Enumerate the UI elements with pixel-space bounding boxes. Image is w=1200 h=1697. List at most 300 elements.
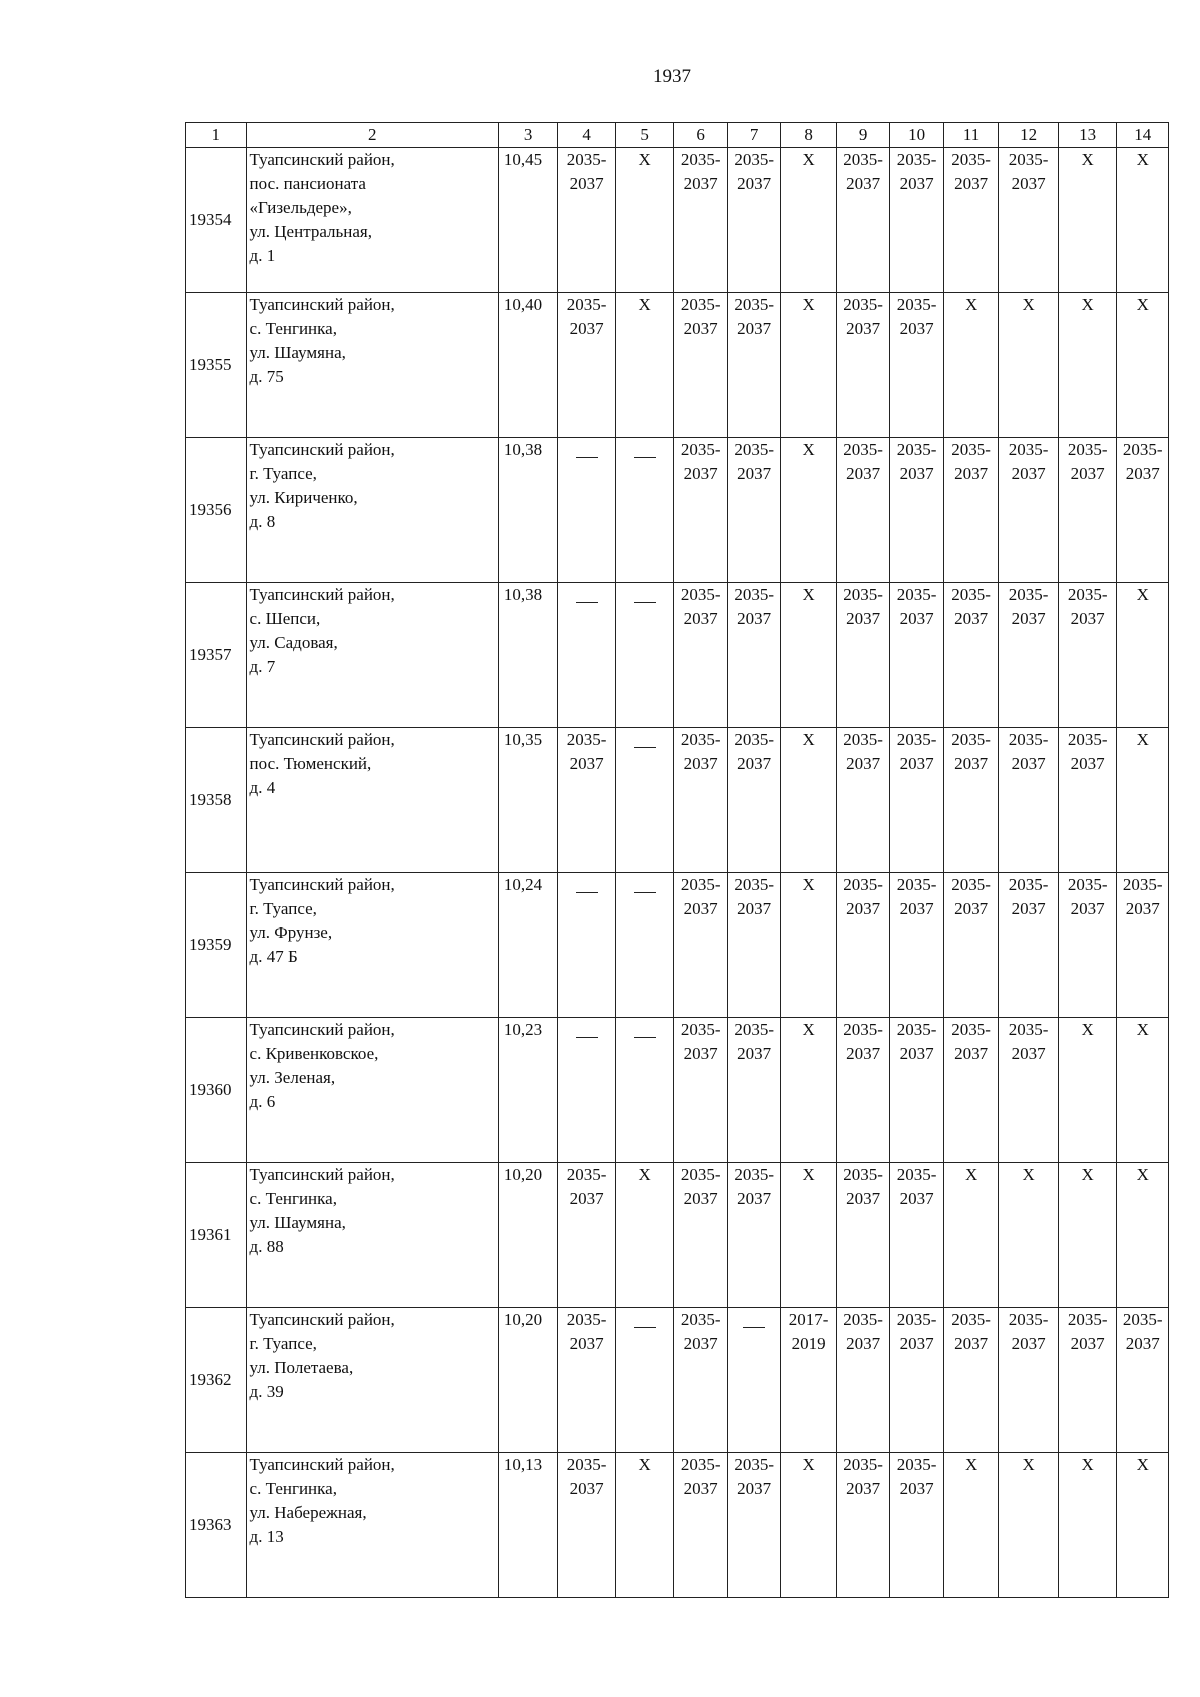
- year-part: 2037: [569, 1189, 604, 1208]
- header-row: [186, 123, 1169, 148]
- year-range-cell: [836, 1308, 889, 1453]
- column-header: 8: [781, 123, 837, 148]
- year-part: 2035-: [680, 730, 721, 749]
- year-part: 2035-: [843, 150, 883, 169]
- year-part: 2035-: [843, 1310, 883, 1329]
- address-line: д. 8: [249, 512, 276, 531]
- mark-cell: X: [781, 1163, 837, 1308]
- column-header: 7: [727, 123, 780, 148]
- mark-cell: X: [999, 1453, 1059, 1598]
- year-part: 2037: [1070, 754, 1105, 773]
- year-part: 2035-: [896, 295, 937, 314]
- address-line: ул. Кириченко,: [249, 488, 358, 507]
- year-part: 2037: [954, 609, 989, 628]
- year-part: 2035-: [951, 440, 991, 459]
- year-part: 2037: [899, 319, 934, 338]
- year-part: 2035-: [951, 1020, 991, 1039]
- year-part: 2037: [899, 1479, 934, 1498]
- value-cell: 10,40: [498, 293, 558, 438]
- year-part: 2037: [683, 754, 718, 773]
- record-number: 19363: [186, 1453, 247, 1598]
- address-line: д. 88: [249, 1237, 284, 1256]
- year-part: 2035-: [951, 150, 991, 169]
- year-range-cell: [1058, 728, 1117, 873]
- year-part: 2037: [737, 174, 772, 193]
- year-range-cell: [1117, 1308, 1169, 1453]
- year-part: 2037: [737, 1479, 772, 1498]
- year-part: 2035-: [566, 1310, 607, 1329]
- year-range-cell: [674, 438, 727, 583]
- address-cell: [246, 438, 498, 583]
- value-cell: 10,24: [498, 873, 558, 1018]
- year-part: 2037: [846, 319, 881, 338]
- year-part: 2037: [1011, 174, 1046, 193]
- mark-cell: X: [1058, 293, 1117, 438]
- mark-cell: X: [781, 438, 837, 583]
- year-part: 2037: [683, 609, 718, 628]
- address-line: д. 13: [249, 1527, 284, 1546]
- value-cell: 10,20: [498, 1163, 558, 1308]
- year-part: 2037: [683, 1189, 718, 1208]
- year-range-cell: [999, 438, 1059, 583]
- address-line: с. Тенгинка,: [249, 319, 337, 338]
- column-header: 14: [1117, 123, 1169, 148]
- year-part: 2037: [737, 609, 772, 628]
- year-part: 2035-: [1067, 585, 1108, 604]
- year-part: 2035-: [566, 150, 607, 169]
- address-line: ул. Зеленая,: [249, 1068, 336, 1087]
- year-range-cell: [943, 728, 999, 873]
- year-part: 2035-: [1008, 440, 1049, 459]
- address-line: г. Туапсе,: [249, 1334, 317, 1353]
- year-part: 2035-: [843, 295, 883, 314]
- year-range-cell: [999, 728, 1059, 873]
- year-part: 2037: [1070, 464, 1105, 483]
- year-part: 2037: [846, 609, 881, 628]
- year-part: 2037: [683, 174, 718, 193]
- year-part: 2035-: [680, 295, 721, 314]
- address-line: Туапсинский район,: [249, 1020, 395, 1039]
- dash-cell: [615, 1308, 674, 1453]
- year-part: 2037: [737, 1044, 772, 1063]
- value-cell: 10,23: [498, 1018, 558, 1163]
- dash-mark: [576, 892, 598, 893]
- year-range-cell: [836, 583, 889, 728]
- year-part: 2035-: [680, 585, 721, 604]
- mark-cell: X: [781, 293, 837, 438]
- address-line: д. 47 Б: [249, 947, 298, 966]
- year-part: 2037: [954, 174, 989, 193]
- year-part: 2037: [954, 464, 989, 483]
- year-part: 2037: [1125, 899, 1160, 918]
- year-range-cell: [890, 1453, 943, 1598]
- year-part: 2035-: [734, 1455, 774, 1474]
- dash-cell: [558, 1018, 616, 1163]
- year-part: 2035-: [1008, 1020, 1049, 1039]
- year-range-cell: [727, 1163, 780, 1308]
- year-part: 2037: [737, 754, 772, 773]
- address-line: с. Тенгинка,: [249, 1479, 337, 1498]
- mark-cell: X: [1117, 1163, 1169, 1308]
- year-part: 2037: [1011, 899, 1046, 918]
- year-range-cell: [890, 728, 943, 873]
- year-part: 2037: [1125, 464, 1160, 483]
- dash-cell: [558, 873, 616, 1018]
- year-part: 2037: [846, 754, 881, 773]
- dash-mark: [576, 1037, 598, 1038]
- year-part: 2035-: [734, 875, 774, 894]
- address-cell: [246, 1453, 498, 1598]
- year-part: 2035-: [734, 1020, 774, 1039]
- dash-cell: [558, 583, 616, 728]
- mark-cell: X: [781, 873, 837, 1018]
- year-part: 2035-: [1067, 730, 1108, 749]
- record-number: 19356: [186, 438, 247, 583]
- dash-cell: [615, 1018, 674, 1163]
- year-part: 2037: [569, 754, 604, 773]
- dash-cell: [615, 583, 674, 728]
- year-part: 2037: [1011, 754, 1046, 773]
- address-cell: [246, 293, 498, 438]
- year-part: 2035-: [951, 875, 991, 894]
- year-part: 2037: [846, 1044, 881, 1063]
- year-range-cell: [836, 1453, 889, 1598]
- year-range-cell: [1117, 873, 1169, 1018]
- year-part: 2037: [683, 1044, 718, 1063]
- year-part: 2037: [899, 609, 934, 628]
- table-row: [186, 1163, 1169, 1308]
- dash-mark: [576, 457, 598, 458]
- year-range-cell: [999, 148, 1059, 293]
- year-part: 2037: [899, 899, 934, 918]
- column-header: 2: [246, 123, 498, 148]
- column-header: 1: [186, 123, 247, 148]
- address-line: пос. Тюменский,: [249, 754, 372, 773]
- year-part: 2035-: [1067, 440, 1108, 459]
- dash-cell: [615, 873, 674, 1018]
- year-range-cell: [890, 873, 943, 1018]
- year-part: 2035-: [1008, 150, 1049, 169]
- address-line: с. Кривенковское,: [249, 1044, 379, 1063]
- dash-cell: [615, 438, 674, 583]
- year-part: 2037: [569, 1334, 604, 1353]
- year-part: 2037: [899, 754, 934, 773]
- value-cell: 10,35: [498, 728, 558, 873]
- value-cell: 10,13: [498, 1453, 558, 1598]
- address-line: с. Тенгинка,: [249, 1189, 337, 1208]
- address-line: ул. Фрунзе,: [249, 923, 333, 942]
- address-line: Туапсинский район,: [249, 730, 395, 749]
- year-part: 2037: [954, 1334, 989, 1353]
- year-range-cell: [943, 1018, 999, 1163]
- year-range-cell: [727, 728, 780, 873]
- address-line: ул. Центральная,: [249, 222, 372, 241]
- year-part: 2035-: [896, 1165, 937, 1184]
- address-line: д. 39: [249, 1382, 284, 1401]
- record-number: 19361: [186, 1163, 247, 1308]
- register-table: [185, 122, 1169, 1598]
- year-part: 2037: [737, 1189, 772, 1208]
- dash-mark: [743, 1327, 765, 1328]
- year-range-cell: [674, 873, 727, 1018]
- year-part: 2035-: [951, 1310, 991, 1329]
- dash-mark: [576, 602, 598, 603]
- year-part: 2037: [954, 1044, 989, 1063]
- year-part: 2037: [899, 174, 934, 193]
- address-line: д. 1: [249, 246, 276, 265]
- year-part: 2037: [683, 464, 718, 483]
- year-range-cell: [674, 148, 727, 293]
- year-range-cell: [558, 293, 616, 438]
- address-line: Туапсинский район,: [249, 1310, 395, 1329]
- record-number: 19362: [186, 1308, 247, 1453]
- year-range-cell: [1058, 438, 1117, 583]
- year-range-cell: [836, 1163, 889, 1308]
- year-part: 2037: [1070, 899, 1105, 918]
- dash-mark: [634, 747, 656, 748]
- mark-cell: X: [615, 148, 674, 293]
- column-header: 10: [890, 123, 943, 148]
- column-header: 11: [943, 123, 999, 148]
- year-range-cell: [727, 583, 780, 728]
- year-part: 2037: [846, 174, 881, 193]
- table-row: [186, 728, 1169, 873]
- year-range-cell: [943, 873, 999, 1018]
- year-part: 2037: [1070, 609, 1105, 628]
- mark-cell: X: [1117, 148, 1169, 293]
- address-line: д. 7: [249, 657, 276, 676]
- year-part: 2035-: [1008, 730, 1049, 749]
- year-part: 2037: [683, 1479, 718, 1498]
- year-part: 2037: [954, 754, 989, 773]
- table-row: [186, 583, 1169, 728]
- year-part: 2037: [899, 1044, 934, 1063]
- year-part: 2037: [846, 464, 881, 483]
- year-part: 2035-: [896, 585, 937, 604]
- address-line: Туапсинский район,: [249, 295, 395, 314]
- table-body: [186, 123, 1169, 1598]
- year-part: 2035-: [680, 1455, 721, 1474]
- year-range-cell: [1058, 1308, 1117, 1453]
- address-cell: [246, 583, 498, 728]
- year-part: 2037: [569, 174, 604, 193]
- year-part: 2035-: [680, 1165, 721, 1184]
- year-range-cell: [727, 438, 780, 583]
- table-row: [186, 1308, 1169, 1453]
- record-number: 19354: [186, 148, 247, 293]
- table-row: [186, 438, 1169, 583]
- year-range-cell: [836, 148, 889, 293]
- year-range-cell: [890, 1308, 943, 1453]
- year-part: 2035-: [734, 295, 774, 314]
- mark-cell: X: [781, 583, 837, 728]
- address-line: Туапсинский район,: [249, 150, 395, 169]
- mark-cell: X: [1117, 1018, 1169, 1163]
- year-part: 2037: [1125, 1334, 1160, 1353]
- mark-cell: X: [1058, 148, 1117, 293]
- year-part: 2035-: [566, 1165, 607, 1184]
- value-cell: 10,45: [498, 148, 558, 293]
- dash-mark: [634, 1037, 656, 1038]
- year-range-cell: [890, 438, 943, 583]
- year-part: 2035-: [843, 440, 883, 459]
- year-part: 2035-: [734, 440, 774, 459]
- year-range-cell: [727, 293, 780, 438]
- value-cell: 10,20: [498, 1308, 558, 1453]
- address-cell: [246, 728, 498, 873]
- value-cell: 10,38: [498, 583, 558, 728]
- address-line: Туапсинский район,: [249, 1455, 395, 1474]
- year-range-cell: [836, 728, 889, 873]
- year-part: 2035-: [843, 875, 883, 894]
- year-part: 2035-: [896, 1310, 937, 1329]
- year-part: 2035-: [1122, 440, 1163, 459]
- mark-cell: X: [1058, 1018, 1117, 1163]
- address-line: с. Шепси,: [249, 609, 321, 628]
- address-line: ул. Набережная,: [249, 1503, 367, 1522]
- mark-cell: X: [781, 1018, 837, 1163]
- dash-cell: [615, 728, 674, 873]
- year-range-cell: [1117, 438, 1169, 583]
- page-number: 1937: [653, 66, 691, 87]
- year-part: 2037: [683, 1334, 718, 1353]
- year-part: 2035-: [843, 730, 883, 749]
- year-part: 2035-: [1008, 1310, 1049, 1329]
- mark-cell: X: [781, 1453, 837, 1598]
- year-part: 2035-: [843, 585, 883, 604]
- column-header: 13: [1058, 123, 1117, 148]
- record-number: 19357: [186, 583, 247, 728]
- address-line: ул. Полетаева,: [249, 1358, 354, 1377]
- year-part: 2035-: [734, 150, 774, 169]
- year-part: 2037: [737, 899, 772, 918]
- address-line: Туапсинский район,: [249, 585, 395, 604]
- year-part: 2035-: [1067, 1310, 1108, 1329]
- address-cell: [246, 148, 498, 293]
- year-range-cell: [890, 1163, 943, 1308]
- year-range-cell: [943, 438, 999, 583]
- record-number: 19359: [186, 873, 247, 1018]
- mark-cell: X: [1117, 728, 1169, 873]
- year-part: 2017-: [788, 1310, 829, 1329]
- year-part: 2037: [954, 899, 989, 918]
- year-range-cell: [943, 148, 999, 293]
- column-header: 6: [674, 123, 727, 148]
- address-cell: [246, 1018, 498, 1163]
- year-part: 2035-: [566, 295, 607, 314]
- year-range-cell: [558, 1308, 616, 1453]
- year-part: 2035-: [896, 1020, 937, 1039]
- year-range-cell: [1058, 583, 1117, 728]
- year-range-cell: [674, 1308, 727, 1453]
- year-part: 2035-: [1067, 875, 1108, 894]
- mark-cell: X: [1117, 1453, 1169, 1598]
- year-part: 2037: [1011, 1044, 1046, 1063]
- dash-cell: [558, 438, 616, 583]
- year-part: 2037: [737, 319, 772, 338]
- year-part: 2037: [846, 1479, 881, 1498]
- year-part: 2035-: [566, 1455, 607, 1474]
- address-line: ул. Шаумяна,: [249, 343, 346, 362]
- year-range-cell: [890, 148, 943, 293]
- year-range-cell: [558, 1163, 616, 1308]
- year-range-cell: [674, 583, 727, 728]
- year-range-cell: [1058, 873, 1117, 1018]
- year-part: 2035-: [1122, 1310, 1163, 1329]
- year-part: 2037: [569, 1479, 604, 1498]
- year-range-cell: [890, 293, 943, 438]
- column-header: 4: [558, 123, 616, 148]
- address-line: д. 75: [249, 367, 284, 386]
- column-header: 3: [498, 123, 558, 148]
- year-range-cell: [727, 1018, 780, 1163]
- year-range-cell: [999, 873, 1059, 1018]
- year-range-cell: [836, 438, 889, 583]
- year-range-cell: [674, 728, 727, 873]
- mark-cell: X: [999, 293, 1059, 438]
- value-cell: 10,38: [498, 438, 558, 583]
- address-cell: [246, 873, 498, 1018]
- year-part: 2037: [1011, 609, 1046, 628]
- year-range-cell: [999, 583, 1059, 728]
- year-part: 2035-: [843, 1455, 883, 1474]
- year-part: 2035-: [896, 1455, 937, 1474]
- mark-cell: X: [1117, 583, 1169, 728]
- year-part: 2035-: [843, 1165, 883, 1184]
- address-line: «Гизельдере»,: [249, 198, 352, 217]
- year-part: 2035-: [680, 875, 721, 894]
- year-range-cell: [836, 1018, 889, 1163]
- mark-cell: X: [615, 1453, 674, 1598]
- address-line: д. 4: [249, 778, 276, 797]
- mark-cell: X: [615, 1163, 674, 1308]
- mark-cell: X: [615, 293, 674, 438]
- year-part: 2035-: [734, 585, 774, 604]
- year-part: 2037: [899, 1334, 934, 1353]
- table-row: [186, 148, 1169, 293]
- year-range-cell: [674, 1018, 727, 1163]
- year-range-cell: [558, 1453, 616, 1598]
- year-range-cell: [890, 583, 943, 728]
- year-range-cell: [727, 148, 780, 293]
- mark-cell: X: [943, 293, 999, 438]
- year-part: 2035-: [680, 1310, 721, 1329]
- year-part: 2037: [569, 319, 604, 338]
- year-part: 2035-: [951, 730, 991, 749]
- year-part: 2037: [1070, 1334, 1105, 1353]
- year-part: 2035-: [680, 150, 721, 169]
- address-line: г. Туапсе,: [249, 899, 317, 918]
- address-line: Туапсинский район,: [249, 440, 395, 459]
- year-part: 2019: [791, 1334, 826, 1353]
- table-row: [186, 293, 1169, 438]
- mark-cell: X: [1058, 1163, 1117, 1308]
- table-row: [186, 1453, 1169, 1598]
- year-range-cell: [999, 1308, 1059, 1453]
- address-line: Туапсинский район,: [249, 1165, 395, 1184]
- year-part: 2035-: [896, 150, 937, 169]
- year-range-cell: [836, 873, 889, 1018]
- address-line: ул. Садовая,: [249, 633, 338, 652]
- address-line: д. 6: [249, 1092, 276, 1111]
- column-header: 5: [615, 123, 674, 148]
- year-part: 2035-: [680, 1020, 721, 1039]
- dash-mark: [634, 602, 656, 603]
- year-range-cell: [890, 1018, 943, 1163]
- year-part: 2035-: [1008, 875, 1049, 894]
- dash-mark: [634, 457, 656, 458]
- year-range-cell: [674, 293, 727, 438]
